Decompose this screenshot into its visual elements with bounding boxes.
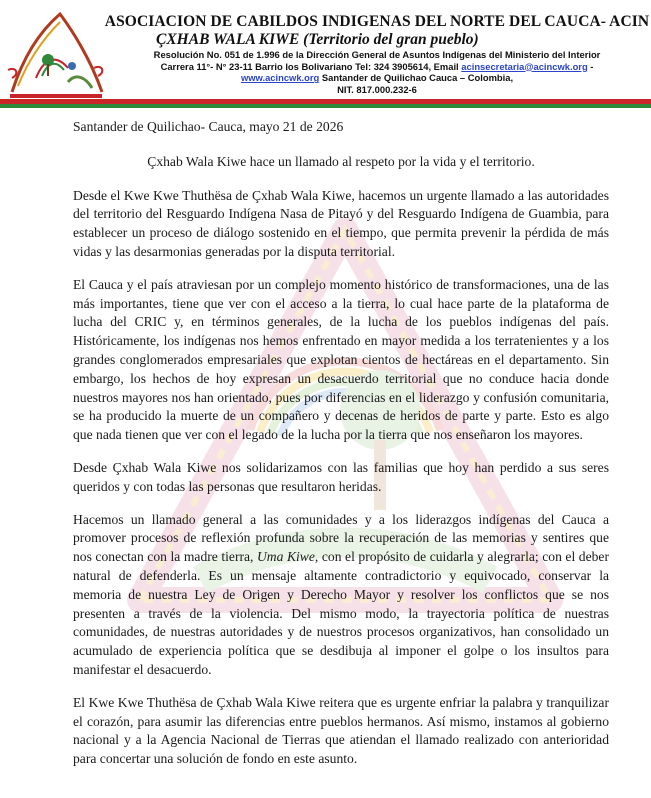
paragraph-3: Desde Çxhab Wala Kiwe nos solidarizamos con las familias que hoy han perdido a sus seres queridos y con todas las personas que resultaron heridas. — [73, 459, 609, 494]
organization-subtitle: ÇXHAB WALA KIWE (Territorio del gran pueblo) — [156, 31, 479, 48]
address-line — [104, 61, 650, 73]
paragraph-1: Desde el Kwe Kwe Thuthësa de Çxhab Wala Kiwe, hacemos un urgente llamado a las autoridades del territorio del Resguardo Indígena Nasa de Pitayó y del Resguardo Indígena de Guambia, para establecer un proceso de diálogo sostenido en el tiempo, que permita prevenir la pérdida de más vidas y las desarmonias generadas por la disputa territorial. — [73, 187, 609, 259]
acin-logo-icon — [6, 8, 106, 100]
website-link[interactable]: www.acincwk.org — [240, 72, 320, 84]
paragraph-4 — [73, 511, 609, 680]
letterhead — [0, 0, 651, 100]
email-link[interactable]: acinsecretaria@acincwk.org — [461, 60, 588, 72]
website-line — [104, 72, 650, 84]
organization-title: ASOCIACION DE CABILDOS INDIGENAS DEL NORTE DEL CAUCA- ACIN — [104, 13, 650, 30]
organization-block — [104, 12, 650, 95]
paragraph-2: El Cauca y el país atraviesan por un complejo momento histórico de transformaciones, una de las más importantes, tiene que ver con el acceso a la tierra, lo cual hace parte de la plataforma de lucha del CRIC y, en términos generales, de la lucha de los pueblos indígenas del país. Históricamente, los indígenas nos hemos enfrentado en mayor medida a los terratenientes y a los grandes conglomerados empresariales que explotan cientos de hectáreas en el departamento. Sin embargo, los hechos de hoy expresan un desacuerdo territorial que no conduce hacia donde nuestros mayores nos han orientado, pues por diferencias en el liderazgo y confusión comunitaria, se ha producido la muerte de un compañero y decenas de heridos de parte y parte. Esto es algo que nada tienen que ver con el legado de la lucha por la tierra que nos enseñaron los mayores. — [73, 276, 609, 443]
paragraph-4-end: , con el propósito de cuidarla y alegrarla; con el deber natural de defenderla. Es un mensaje altamente contradictorio y equivocado, conservar la memoria de nuestra Ley de Origen y Derecho Mayor y resolver los conflictos que se nos presenten a través de la violencia. Del mismo modo, la trayectoria política de nuestras comunidades, de nuestras autoridades y de nuestros procesos organizativos, han consolidado un acumulado de experiencia política que se desdibuja al imponer el golpe o los insultos para manifestar el desacuerdo. — [73, 549, 609, 677]
location-text: Santander de Quilichao Cauca – Colombia, — [319, 72, 514, 84]
paragraph-4-start: Hacemos un llamado general a las comunidades y a los liderazgos indígenas del Cauca a promover procesos de reflexión profunda sobre la recuperación de las memorias y sentires que nos conectan con la madre tierra, — [73, 511, 609, 565]
paragraph-5: El Kwe Kwe Thuthësa de Çxhab Wala Kiwe reitera que es urgente enfriar la palabra y tranquilizar el corazón, para asumir las diferencias entre pueblos hermanos. Así mismo, instamos al gobierno nacional y a la Agencia Nacional de Tierras que atiendan el llamado realizado con anterioridad para concertar una solución de fondo en este asunto. — [73, 694, 609, 767]
address-text: Carrera 11°- N° 23-11 Barrio los Bolivariano Tel: 324 3905614, Email — [160, 60, 462, 72]
address-suffix: - — [587, 60, 594, 72]
date-line: Santander de Quilichao- Cauca, mayo 21 de 2026 — [73, 119, 344, 134]
letter-body — [73, 118, 609, 783]
lead-statement: Çxhab Wala Kiwe hace un llamado al respeto por la vida y el territorio. — [147, 153, 535, 169]
green-stripe — [0, 104, 651, 108]
resolution-line: Resolución No. 051 de 1.996 de la Dirección General de Asuntos Indígenas del Ministerio del Interior — [153, 49, 601, 60]
nit-line: NIT. 817.000.232-6 — [337, 83, 417, 95]
uma-kiwe-italic: Uma Kiwe — [256, 549, 315, 565]
